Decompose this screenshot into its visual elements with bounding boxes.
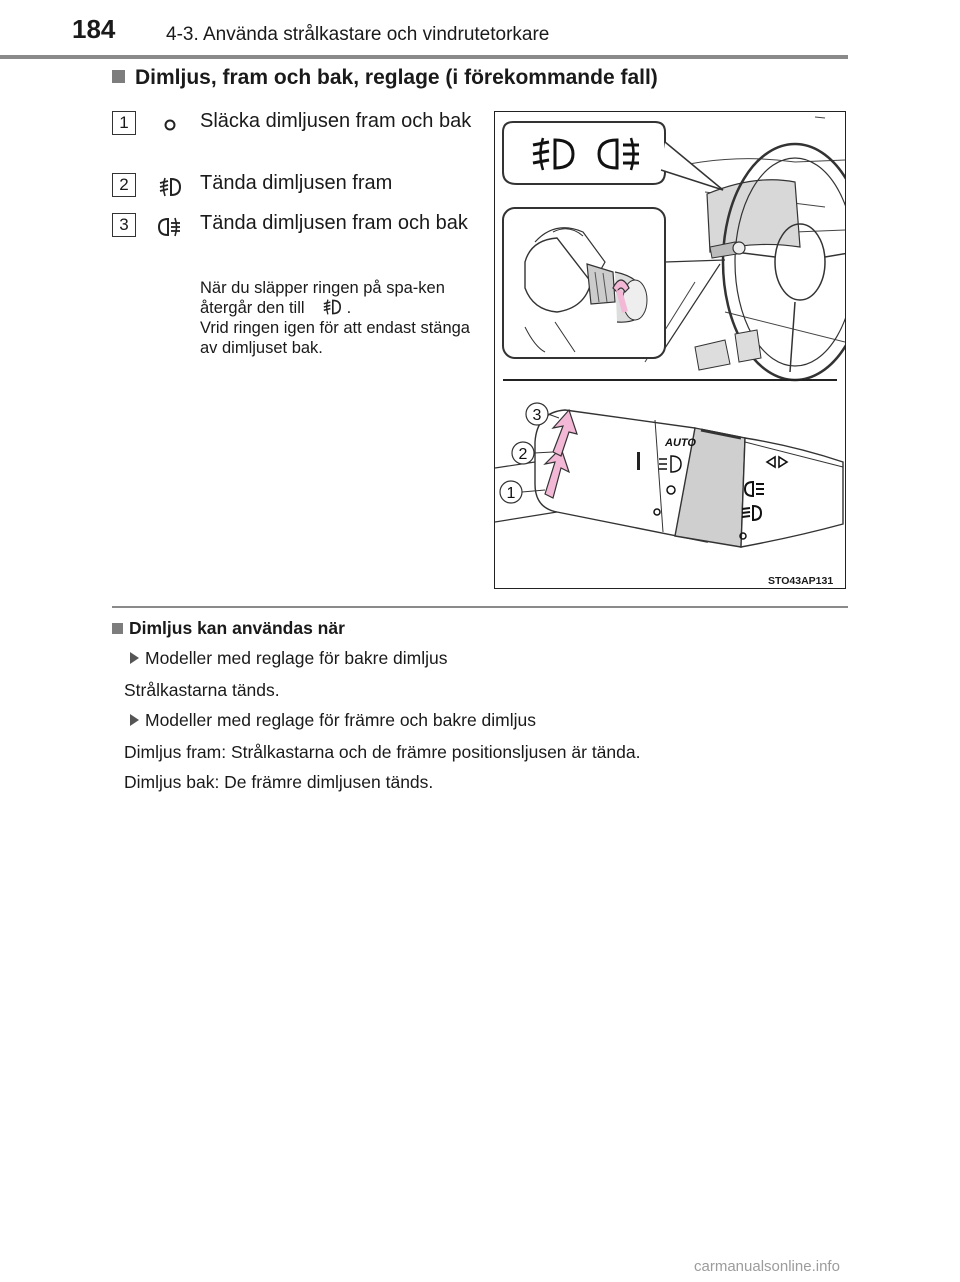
- note-text-2: .: [346, 299, 352, 317]
- section-title-text: Dimljus, fram och bak, reglage (i förekommande fall): [135, 66, 658, 89]
- figure-illustration: [495, 112, 845, 588]
- item-number: 3: [112, 213, 136, 237]
- bullet-2: [130, 710, 536, 731]
- body-line-3: Dimljus bak: De främre dimljusen tänds.: [124, 772, 434, 792]
- chapter-title: 4-3. Använda strålkastare och vindrutetorkare: [166, 24, 550, 45]
- front-fog-icon: [156, 176, 184, 198]
- item-number: 1: [112, 111, 136, 135]
- square-bullet-icon: [112, 623, 123, 634]
- item-number: 2: [112, 173, 136, 197]
- callout-2: 2: [518, 446, 528, 463]
- triangle-bullet-icon: [130, 714, 139, 726]
- figure-code: STO43AP131: [768, 575, 834, 587]
- note-text-1: När du släpper ringen på spa-ken återgår den till: [200, 279, 445, 317]
- triangle-bullet-icon: [130, 652, 139, 664]
- front-fog-icon: [319, 298, 345, 316]
- callout-bubble: [503, 122, 665, 184]
- item-text: Tända dimljusen fram och bak: [200, 212, 468, 234]
- header-rule: [0, 55, 848, 59]
- item-text: Släcka dimljusen fram och bak: [200, 110, 472, 132]
- off-circle-icon: [156, 114, 184, 136]
- subsection-title: [112, 618, 345, 639]
- square-bullet-icon: [112, 70, 125, 83]
- watermark: carmanualsonline.info: [694, 1258, 840, 1275]
- fog-light-figure: [494, 111, 846, 589]
- bullet-2-text: Modeller med reglage för främre och bakre dimljus: [145, 710, 536, 730]
- callout-1: 1: [506, 485, 516, 502]
- section-title: [112, 66, 658, 90]
- bullet-1: [130, 648, 448, 669]
- body-line-1: Strålkastarna tänds.: [124, 680, 280, 700]
- subsection-title-text: Dimljus kan användas när: [129, 618, 345, 638]
- auto-label: AUTO: [665, 437, 696, 449]
- section-divider: [112, 606, 848, 608]
- rear-fog-icon: [156, 216, 184, 238]
- body-line-2: Dimljus fram: Strålkastarna och de främre positionsljusen är tända.: [124, 742, 641, 762]
- note-text-3: Vrid ringen igen för att endast stänga av dimljuset bak.: [200, 319, 470, 357]
- item-text: Tända dimljusen fram: [200, 172, 393, 194]
- bullet-1-text: Modeller med reglage för bakre dimljus: [145, 648, 448, 668]
- headlight-stalk: [495, 410, 843, 547]
- instrument-cluster: [707, 180, 800, 252]
- page-number: 184: [72, 14, 116, 44]
- note: [200, 278, 480, 358]
- callout-3: 3: [532, 407, 542, 424]
